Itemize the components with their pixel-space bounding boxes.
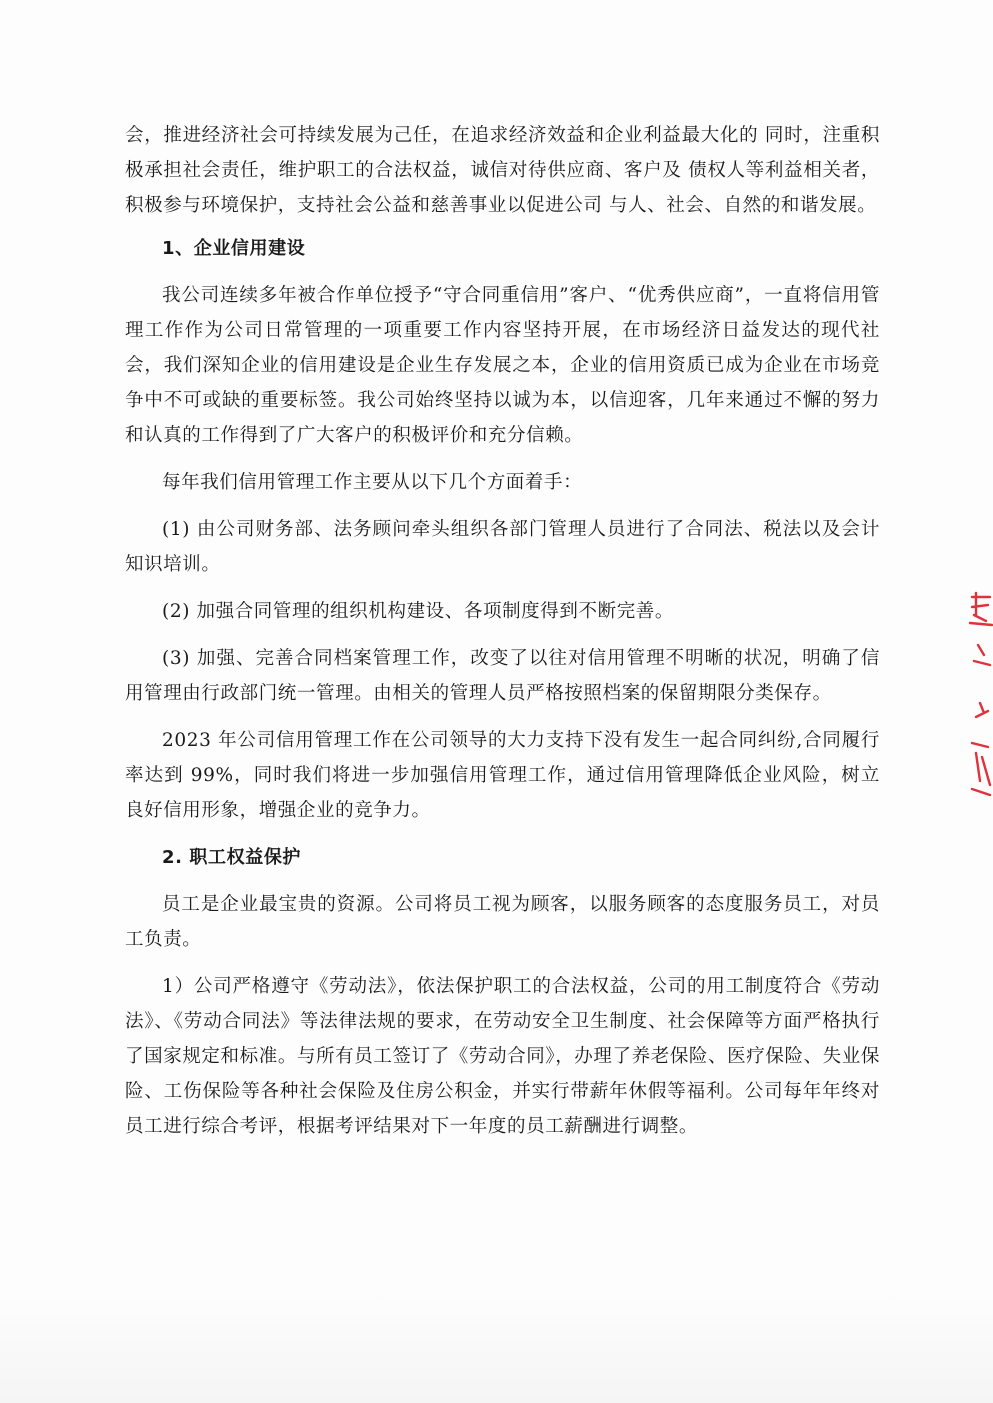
scan-shadow: [0, 1293, 993, 1403]
credit-paragraph: 我公司连续多年被合作单位授予“守合同重信用”客户、“优秀供应商”，一直将信用管理工作作为公司日常管理的一项重要工作内容坚持开展，在市场经济日益发达的现代社会，我们深知企业的信用建设是企业生存发展之本，企业的信用资质已成为企业在市场竞争中不可或缺的重要标签。我公司始终坚持以诚为本，以信迎客，几年来通过不懈的努力和认真的工作得到了广大客户的积极评价和充分信赖。: [125, 285, 880, 446]
section-heading-employee-rights: 2. 职工权益保护: [162, 847, 302, 868]
credit-item-3: (3) 加强、完善合同档案管理工作，改变了以往对信用管理不明晰的状况，明确了信用管理由行政部门统一管理。由相关的管理人员严格按照档案的保留期限分类保存。: [125, 648, 880, 704]
employee-intro-paragraph: 员工是企业最宝贵的资源。公司将员工视为顾客，以服务顾客的态度服务员工，对员工负责。: [125, 894, 880, 950]
credit-item-1: (1) 由公司财务部、法务顾问牵头组织各部门管理人员进行了合同法、税法以及会计知识培训。: [125, 519, 880, 575]
credit-summary-paragraph: 2023 年公司信用管理工作在公司领导的大力支持下没有发生一起合同纠纷,合同履行率达到 99%，同时我们将进一步加强信用管理工作，通过信用管理降低企业风险，树立良好信用形象，增强企业的竞争力。: [125, 730, 880, 821]
intro-paragraph: 会，推进经济社会可持续发展为己任，在追求经济效益和企业利益最大化的 同时，注重积极承担社会责任，维护职工的合法权益，诚信对待供应商、客户及 债权人等利益相关者，积极参与环境保护，支持社会公益和慈善事业以促进公司 与人、社会、自然的和谐发展。: [125, 125, 880, 216]
section-heading-credit: 1、企业信用建设: [162, 238, 306, 259]
employee-item-1: 1）公司严格遵守《劳动法》，依法保护职工的合法权益，公司的用工制度符合《劳动法》、《劳动合同法》等法律法规的要求，在劳动安全卫生制度、社会保障等方面严格执行了国家规定和标准。与所有员工签订了《劳动合同》，办理了养老保险、医疗保险、失业保险、工伤保险等各种社会保险及住房公积金，并实行带薪年休假等福利。公司每年年终对员工进行综合考评，根据考评结果对下一年度的员工薪酬进行调整。: [125, 976, 880, 1137]
credit-item-2: (2) 加强合同管理的组织机构建设、各项制度得到不断完善。: [162, 601, 674, 622]
seal-icon: [962, 585, 993, 815]
red-seal-fragment: [962, 585, 993, 815]
credit-aspects-intro: 每年我们信用管理工作主要从以下几个方面着手：: [162, 472, 583, 493]
document-body: [125, 118, 880, 1156]
seal-strokes: [970, 593, 992, 795]
